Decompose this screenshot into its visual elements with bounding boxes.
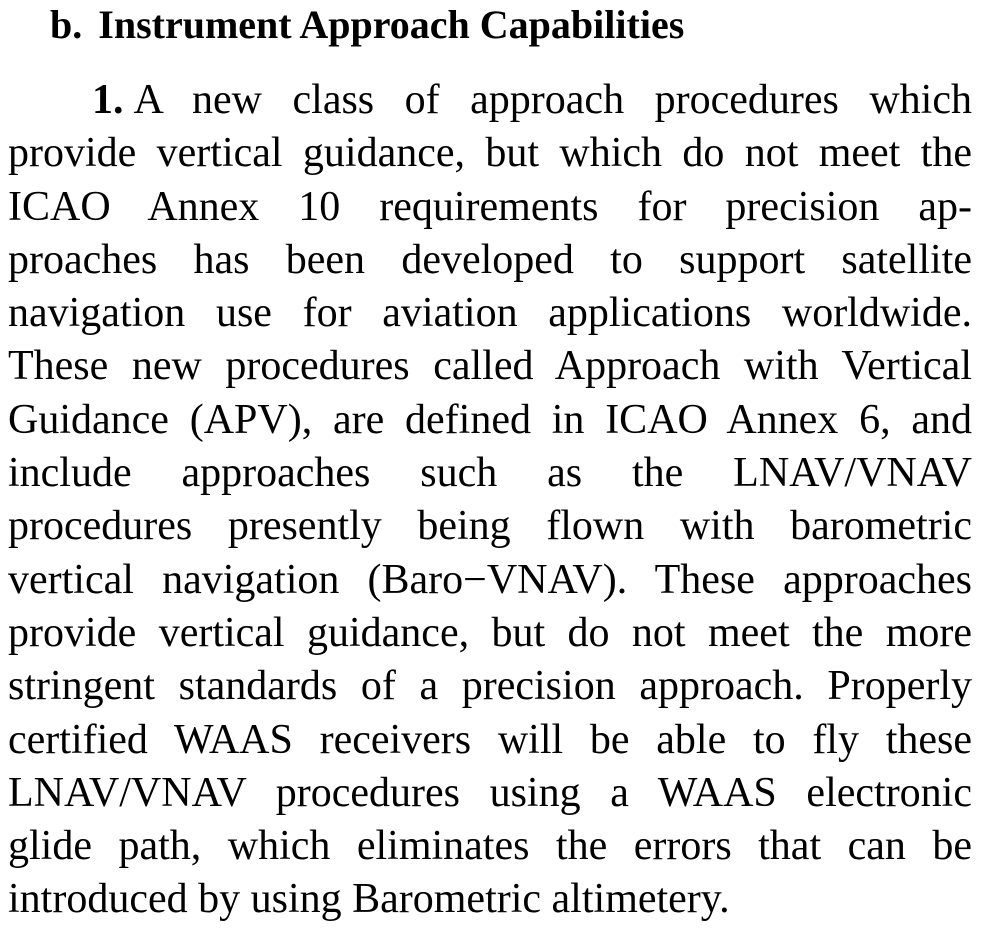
section-title: Instrument Approach Capabilities bbox=[98, 2, 685, 47]
paragraph-1 bbox=[8, 74, 972, 927]
paragraph-line: These new procedures called Approach with Vertical bbox=[8, 343, 972, 390]
paragraph-line: stringent standards of a precision approach. Properly bbox=[8, 663, 972, 710]
paragraph-line: provide vertical guidance, but do not meet the more bbox=[8, 609, 972, 656]
paragraph-line: ICAO Annex 10 requirements for precision ap- bbox=[8, 183, 972, 230]
paragraph-line: proaches has been developed to support satellite bbox=[8, 236, 972, 283]
paragraph-line: navigation use for aviation applications worldwide. bbox=[8, 290, 972, 337]
paragraph-number: 1. bbox=[92, 77, 124, 123]
paragraph-line: glide path, which eliminates the errors that can be bbox=[8, 823, 972, 870]
section-heading bbox=[50, 0, 684, 50]
paragraph-line bbox=[8, 74, 972, 127]
section-letter: b. bbox=[50, 2, 83, 47]
paragraph-line: Guidance (APV), are defined in ICAO Annex 6, and bbox=[8, 396, 972, 443]
paragraph-line-text: A new class of approach procedures which bbox=[133, 77, 972, 123]
paragraph-line: provide vertical guidance, but which do not meet the bbox=[8, 130, 972, 177]
paragraph-line: vertical navigation (Baro−VNAV). These approaches bbox=[8, 556, 972, 603]
paragraph-line: LNAV/VNAV procedures using a WAAS electronic bbox=[8, 769, 972, 816]
paragraph-line: certified WAAS receivers will be able to fly these bbox=[8, 716, 972, 763]
paragraph-line: include approaches such as the LNAV/VNAV bbox=[8, 450, 972, 497]
paragraph-line: procedures presently being flown with barometric bbox=[8, 503, 972, 550]
paragraph-line: introduced by using Barometric altimetery. bbox=[8, 876, 730, 923]
